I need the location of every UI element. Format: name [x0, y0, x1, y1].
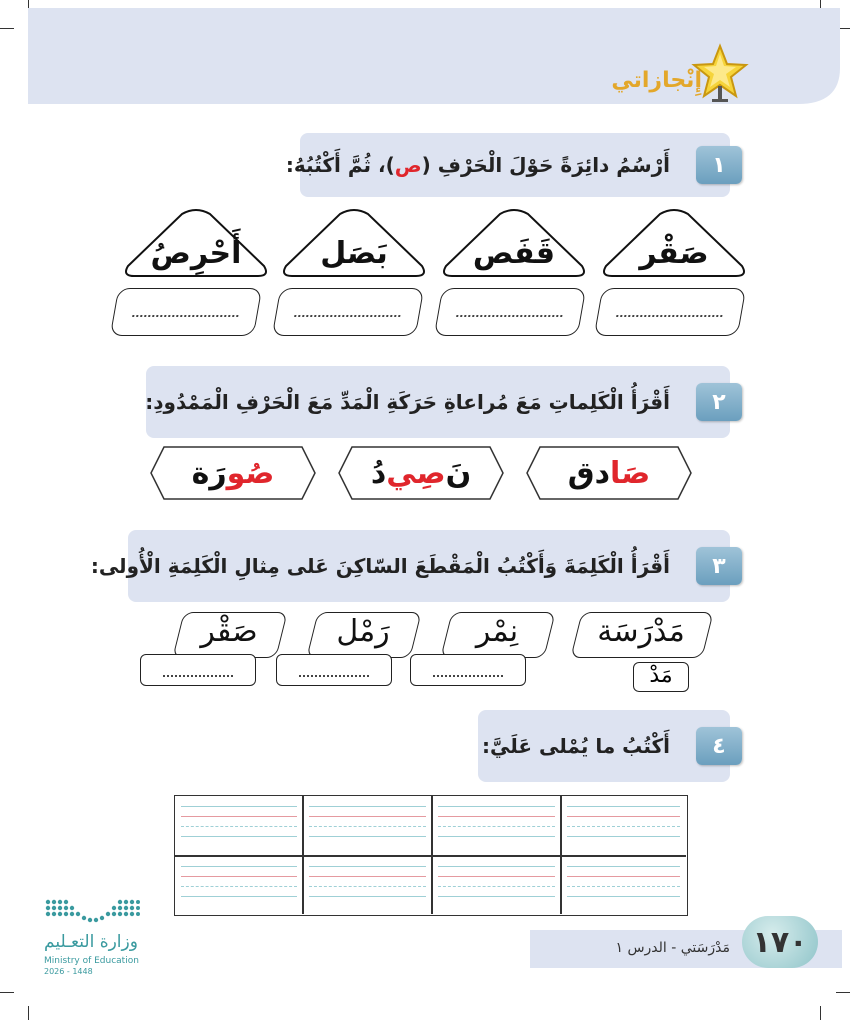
- ministry-name-ar: وزارة التعـليم: [44, 932, 138, 952]
- ministry-name-en: Ministry of Education: [44, 956, 139, 966]
- guide-line: [567, 896, 680, 897]
- instruction-text: أَقْرَأُ الْكَلِماتِ مَعَ مُراعاةِ حَرَكَةِ الْمَدِّ مَعَ الْحَرْفِ الْمَمْدُودِ:: [145, 390, 670, 414]
- word-hexagon: صُو رَة: [150, 446, 316, 500]
- lesson-label: مَدْرَسَتي - الدرس ١: [615, 940, 730, 956]
- crop-mark: [0, 992, 14, 993]
- guide-line: [181, 886, 297, 887]
- guide-line: [309, 896, 426, 897]
- guide-line: [309, 816, 426, 817]
- answer-box[interactable]: [272, 288, 424, 336]
- example-answer: مَدْ: [633, 662, 689, 692]
- guide-line: [181, 816, 297, 817]
- guide-line: [567, 806, 680, 807]
- guide-line: [438, 826, 555, 827]
- word-label: مَدْرَسَة: [597, 614, 685, 649]
- guide-line: [438, 836, 555, 837]
- instruction-text: أَقْرَأُ الْكَلِمَةَ وَأَكْتُبُ الْمَقْطَعَ السّاكِنَ عَلى مِثالِ الْكَلِمَةِ الْأُولى:: [90, 554, 670, 578]
- ministry-logo-icon: [44, 896, 140, 930]
- star-trophy-icon: [688, 42, 752, 106]
- crop-mark: [0, 28, 14, 29]
- guide-line: [309, 806, 426, 807]
- exercise-number: ٣: [696, 547, 742, 585]
- word-label: رَمْل: [336, 614, 390, 649]
- guide-line: [181, 876, 297, 877]
- word-hexagon: نَ صِي دُ: [338, 446, 504, 500]
- answer-box[interactable]: [276, 654, 392, 686]
- guide-line: [438, 806, 555, 807]
- instruction-text: أَكْتُبُ ما يُمْلى عَلَيَّ:: [482, 734, 670, 758]
- guide-line: [567, 816, 680, 817]
- guide-line: [181, 826, 297, 827]
- exercise-number: ١: [696, 146, 742, 184]
- guide-line: [181, 866, 297, 867]
- guide-line: [567, 876, 680, 877]
- word-hexagon: صَا دق: [526, 446, 692, 500]
- answer-box[interactable]: [410, 654, 526, 686]
- answer-box[interactable]: [140, 654, 256, 686]
- guide-line: [438, 866, 555, 867]
- word-card: صَقْر: [639, 236, 709, 271]
- guide-line: [181, 806, 297, 807]
- crop-mark: [820, 1006, 821, 1020]
- exercise-number: ٢: [696, 383, 742, 421]
- crop-mark: [28, 1006, 29, 1020]
- grid-divider: [175, 855, 686, 857]
- guide-line: [567, 886, 680, 887]
- page-number: ١٧٠: [742, 916, 818, 968]
- word-label: صَقْر: [200, 614, 258, 649]
- guide-line: [309, 876, 426, 877]
- guide-line: [438, 816, 555, 817]
- guide-line: [181, 896, 297, 897]
- dictation-grid[interactable]: [174, 795, 688, 916]
- instruction-bar-1: [285, 133, 730, 197]
- exercise-number: ٤: [696, 727, 742, 765]
- guide-line: [181, 836, 297, 837]
- guide-line: [567, 866, 680, 867]
- instruction-bar-2: [146, 366, 730, 438]
- answer-box[interactable]: [594, 288, 746, 336]
- instruction-bar-4: [478, 710, 730, 782]
- word-card: بَصَل: [320, 236, 388, 271]
- word-card: أَحْرِصُ: [150, 236, 242, 271]
- guide-line: [567, 836, 680, 837]
- guide-line: [309, 826, 426, 827]
- guide-line: [438, 896, 555, 897]
- word-label: نِمْر: [475, 614, 519, 649]
- guide-line: [438, 876, 555, 877]
- crop-mark: [836, 992, 850, 993]
- answer-box[interactable]: [434, 288, 586, 336]
- guide-line: [438, 886, 555, 887]
- word-card: قَفَص: [472, 236, 556, 271]
- guide-line: [309, 836, 426, 837]
- guide-line: [309, 866, 426, 867]
- page-title: إِنْجازاتي: [611, 68, 702, 93]
- instruction-bar-3: [90, 530, 730, 602]
- guide-line: [567, 826, 680, 827]
- answer-box[interactable]: [110, 288, 262, 336]
- guide-line: [309, 886, 426, 887]
- instruction-text: أَرْسُمُ دائِرَةً حَوْلَ الْحَرْفِ (ص)، ثُمَّ أَكْتُبُهُ:: [285, 153, 670, 177]
- edition-year: 2026 - 1448: [44, 967, 93, 976]
